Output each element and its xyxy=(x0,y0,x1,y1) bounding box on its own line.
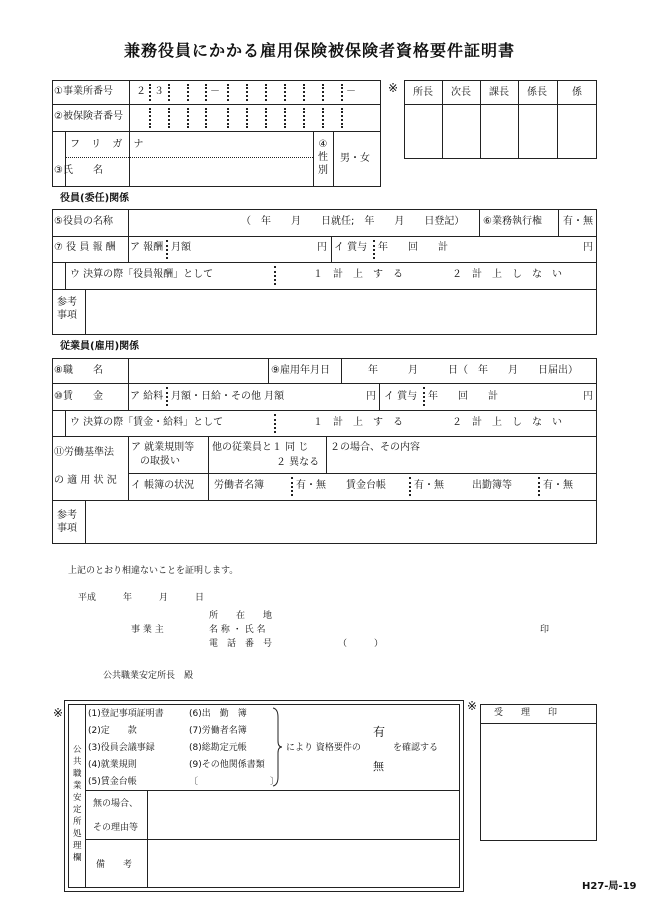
officer-remarks-label: 参考事項 xyxy=(57,297,77,321)
stamp-section-chief: 課長 xyxy=(489,87,509,98)
doc-item[interactable]: (4)就業規則 xyxy=(88,760,137,770)
doc-item[interactable]: (8)総勘定元帳 xyxy=(189,743,247,753)
asterisk-mark: ※ xyxy=(388,81,399,95)
none-case-label: 無の場合、 xyxy=(93,799,139,809)
notes-label: 備 考 xyxy=(96,860,133,870)
doc-item[interactable]: (1)登記事項証明書 xyxy=(88,709,164,719)
furigana-label: フ リ ガ ナ xyxy=(70,139,148,150)
yen-unit: 円 xyxy=(317,242,327,253)
form-code: H27-局-19 xyxy=(582,881,637,892)
work-rules-label: ア 就業規則等 xyxy=(131,442,195,453)
name-label: ③氏 名 xyxy=(54,165,103,176)
has-option[interactable]: 有 xyxy=(373,725,386,739)
office-no-dash: － xyxy=(346,86,356,97)
doc-item[interactable]: (3)役員会議事録 xyxy=(88,743,155,753)
form-title: 兼務役員にかかる雇用保険被保険者資格要件証明書 xyxy=(124,41,516,60)
officer-title-label: ⑤役員の名称 xyxy=(54,216,113,227)
employer-phone-paren[interactable]: （ ） xyxy=(338,639,384,649)
wage-label: ⑩賃 金 xyxy=(54,391,103,402)
seal-mark: 印 xyxy=(540,625,550,635)
certify-date[interactable]: 平成 年 月 日 xyxy=(78,593,205,603)
yen-unit: 円 xyxy=(583,391,593,402)
officer-pay-a-kind: 月額 xyxy=(171,242,191,253)
receipt-stamp-box[interactable] xyxy=(480,704,597,841)
employer-label: 事 業 主 xyxy=(131,625,164,635)
labor-std-label: ⑪労働基準法 xyxy=(54,447,114,458)
work-rules-same[interactable]: 他の従業員と１ 同 じ xyxy=(212,442,309,453)
officer-pay-a-label: ア 報酬 xyxy=(130,242,164,253)
confirm-text: を確認する xyxy=(393,743,439,753)
officer-dates[interactable]: （ 年 月 日就任; 年 月 日登記） xyxy=(241,216,465,227)
attendance-options[interactable]: 有・無 xyxy=(543,480,573,491)
yen-unit: 円 xyxy=(366,391,376,402)
addressee: 公共職業安定所長 殿 xyxy=(103,671,194,681)
ledger-options[interactable]: 有・無 xyxy=(414,480,444,491)
doc-item[interactable]: (5)賃金台帳 xyxy=(88,777,137,787)
officer-settle-label: ウ 決算の際「役員報酬」として xyxy=(70,269,214,280)
none-reason-field[interactable] xyxy=(149,792,458,837)
officer-remarks-field[interactable] xyxy=(87,291,595,333)
wage-bonus-label: イ 賞与 xyxy=(384,391,418,402)
employee-remarks-label: 参考事項 xyxy=(57,510,77,534)
exec-authority-label: ⑥業務執行権 xyxy=(483,216,542,227)
yen-unit: 円 xyxy=(583,242,593,253)
section-employee-heading: 従業員(雇用)関係 xyxy=(60,341,140,352)
wage-bonus-text[interactable]: 年 回 計 xyxy=(428,391,498,402)
notes-field[interactable] xyxy=(149,841,458,886)
sex-options[interactable]: 男・女 xyxy=(340,153,370,164)
receipt-stamp-label: 受 理 印 xyxy=(494,708,558,718)
stamp-subsection-chief: 係長 xyxy=(527,87,547,98)
stamp-deputy: 次長 xyxy=(451,87,471,98)
name-field[interactable] xyxy=(131,159,311,185)
work-rules-differ[interactable]: ２ 異なる xyxy=(276,457,320,468)
doc-item[interactable]: (9)その他関係書類 xyxy=(189,760,265,770)
brace-icon xyxy=(272,707,282,787)
officer-pay-label: ⑦ 役 員 報 酬 xyxy=(54,242,116,253)
officer-bonus-label: イ 賞与 xyxy=(334,242,368,253)
none-option[interactable]: 無 xyxy=(373,760,384,773)
hire-date-text[interactable]: 年 月 日（ 年 月 日届出） xyxy=(368,365,578,376)
sex-label: ④性別 xyxy=(318,139,328,176)
insured-no-label: ②被保険者番号 xyxy=(54,111,123,122)
doc-item[interactable]: (2)定 款 xyxy=(88,726,137,736)
wage-settle-opt2[interactable]: ２ 計 上 し な い xyxy=(452,417,562,428)
work-rules-label-2: の取扱い xyxy=(140,456,180,467)
employee-remarks-field[interactable] xyxy=(87,502,595,542)
hire-date-label: ⑨雇用年月日 xyxy=(271,365,330,376)
doc-item[interactable]: (7)労働者名簿 xyxy=(189,726,247,736)
job-title-label: ⑧職 名 xyxy=(54,365,103,376)
wage-settle-opt1[interactable]: １ 計 上 す る xyxy=(313,417,403,428)
labor-std-label-2: の 適 用 状 況 xyxy=(54,475,117,486)
docs-mid-text: により 資格要件の xyxy=(286,743,361,753)
office-no-dash: － xyxy=(210,86,220,97)
furigana-field[interactable] xyxy=(131,133,311,155)
roster-label: 労働者名簿 xyxy=(214,480,264,491)
doc-item[interactable]: 〔 〕 xyxy=(189,777,280,787)
officer-bonus-text[interactable]: 年 回 計 xyxy=(378,242,448,253)
certify-statement: 上記のとおり相違ないことを証明します。 xyxy=(68,566,239,576)
wage-settle-label: ウ 決算の際「賃金・給料」として xyxy=(70,417,224,428)
wage-a-kind: 月額・日給・その他 月額 xyxy=(171,391,285,402)
none-case-label-2: その理由等 xyxy=(93,823,139,833)
books-label: イ 帳簿の状況 xyxy=(131,480,195,491)
office-no-digit: ３ xyxy=(154,86,164,97)
exec-authority-options[interactable]: 有・無 xyxy=(563,216,593,227)
office-side-label: 公共職業安定所処理欄 xyxy=(73,745,82,863)
officer-settle-opt2[interactable]: ２ 計 上 し な い xyxy=(452,269,562,280)
officer-settle-opt1[interactable]: １ 計 上 す る xyxy=(313,269,403,280)
wage-a-label: ア 給料 xyxy=(130,391,164,402)
roster-options[interactable]: 有・無 xyxy=(296,480,326,491)
employer-name-label: 名 称 ・ 氏 名 xyxy=(209,625,266,635)
section-officer-heading: 役員(委任)関係 xyxy=(60,193,130,204)
office-no-label: ①事業所番号 xyxy=(54,86,113,97)
employer-phone-label: 電 話 番 号 xyxy=(209,639,273,649)
ledger-label: 賃金台帳 xyxy=(346,480,386,491)
asterisk-mark: ※ xyxy=(467,699,478,713)
stamp-director: 所長 xyxy=(413,87,433,98)
office-no-digit: ２ xyxy=(136,86,146,97)
employer-address-label: 所 在 地 xyxy=(209,611,273,621)
asterisk-mark: ※ xyxy=(53,706,64,720)
stamp-staff: 係 xyxy=(572,87,582,98)
work-rules-detail-label: ２の場合、その内容 xyxy=(330,442,420,453)
job-title-field[interactable] xyxy=(130,360,266,381)
attendance-label: 出勤簿等 xyxy=(472,480,512,491)
doc-item[interactable]: (6)出 勤 簿 xyxy=(189,709,247,719)
